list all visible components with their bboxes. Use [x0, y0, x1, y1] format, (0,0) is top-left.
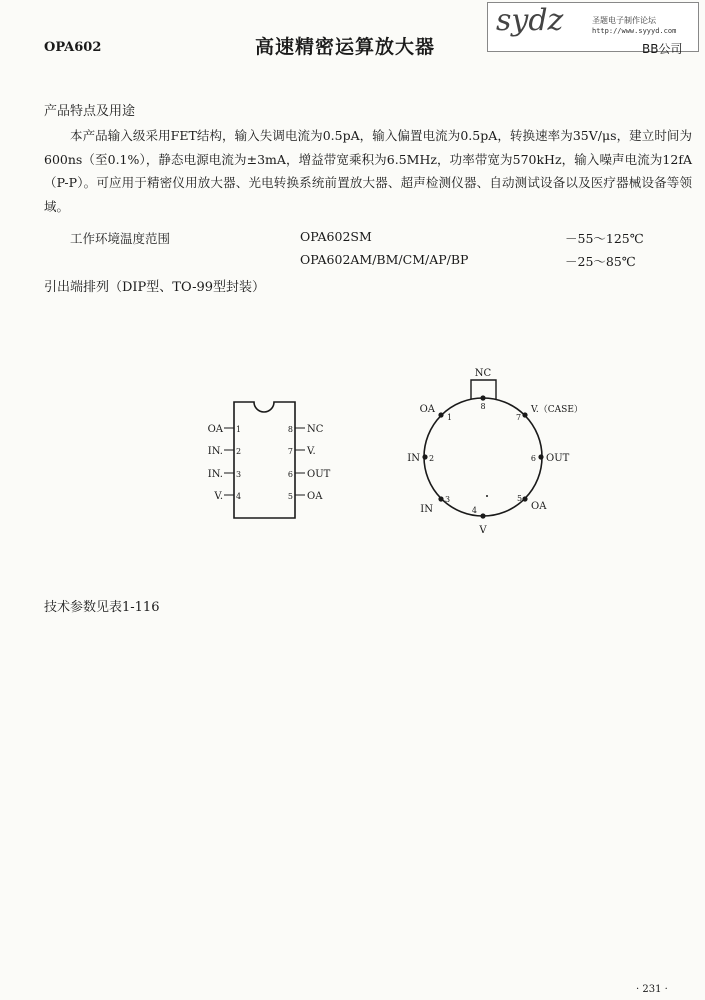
- temp-model-1: OPA602SM: [300, 229, 372, 244]
- dip-left-pins: [208, 424, 242, 502]
- dip-pin4-label: V.: [214, 491, 223, 502]
- dip-pin8-label: NC: [307, 424, 324, 435]
- dip-pin3-label: IN.: [207, 469, 223, 480]
- watermark-text: 圣题电子制作论坛: [592, 16, 656, 25]
- temp-range-2: －25～85℃: [565, 254, 636, 269]
- dip-pin5-label: OA: [307, 491, 323, 502]
- to99-pin6-num: 6: [530, 454, 536, 463]
- dip-package: [208, 402, 331, 518]
- to99-pin8-num: 8: [480, 402, 486, 411]
- temp-model-2: OPA602AM/BM/CM/AP/BP: [300, 252, 469, 267]
- to99-pin5-num: 5: [517, 494, 523, 503]
- to99-pin7-label: V.（CASE）: [531, 405, 583, 415]
- to99-pin4-label: V: [479, 525, 487, 536]
- dip-pin7-num: 7: [287, 447, 293, 456]
- temp-label: 工作环境温度范围: [70, 231, 171, 246]
- page-number: · 231 ·: [636, 984, 668, 995]
- to99-pin2-label: IN: [407, 453, 420, 464]
- dip-pin3-num: 3: [236, 470, 242, 479]
- dip-pin8-num: 8: [287, 425, 293, 434]
- to99-pin4-num: 4: [471, 506, 477, 515]
- dip-pin4-num: 4: [236, 492, 242, 501]
- temp-range-1: －55～125℃: [565, 231, 644, 246]
- to99-pins: [419, 395, 543, 518]
- dip-pin1-num: 1: [236, 425, 242, 434]
- to99-package: [407, 368, 583, 536]
- dip-pin6-num: 6: [287, 470, 293, 479]
- company-name: BB公司: [642, 42, 683, 56]
- pinout-heading: 引出端排列（DIP型、TO-99型封装）: [44, 280, 266, 295]
- dip-pin1-label: OA: [207, 424, 223, 435]
- to99-pin6-label: OUT: [546, 453, 570, 464]
- params-reference: 技术参数见表1-116: [44, 600, 160, 615]
- watermark-mark: sydz: [496, 3, 564, 38]
- features-paragraph: 本产品输入级采用FET结构，输入失调电流为0.5pA，输入偏置电流为0.5pA，转换速率为35V/μs，建立时间为600ns（至0.1%），静态电源电流为±3mA，增益带宽乘积为6.5MHz，功率带宽为570kHz，输入噪声电流为12fA（P-P）。可应用于精密仪用放大器、光电转换系统前置放大器、超声检测仪器、自动测试设备以及医疗器械设备等领域。: [44, 128, 692, 214]
- to99-pin3-num: 3: [445, 495, 451, 504]
- to99-pin7-num: 7: [516, 413, 522, 422]
- dip-pin5-num: 5: [287, 492, 293, 501]
- to99-pin1-num: 1: [447, 413, 453, 422]
- page-title: 高速精密运算放大器: [255, 36, 436, 58]
- to99-nc-label: NC: [474, 368, 492, 379]
- dip-pin2-num: 2: [236, 447, 242, 456]
- dip-pin2-label: IN.: [207, 446, 223, 457]
- to99-pin2-num: 2: [429, 454, 435, 463]
- pinout-diagrams: [190, 360, 610, 550]
- watermark-url: http://www.syyyd.com: [592, 27, 677, 35]
- dip-pin7-label: V.: [307, 446, 316, 457]
- part-number: OPA602: [44, 40, 102, 55]
- dip-pin6-label: OUT: [307, 469, 331, 480]
- to99-pin3-label: IN: [420, 504, 433, 515]
- to99-pin5-label: OA: [531, 501, 547, 512]
- to99-pin1-label: OA: [419, 404, 435, 415]
- features-heading: 产品特点及用途: [44, 104, 136, 119]
